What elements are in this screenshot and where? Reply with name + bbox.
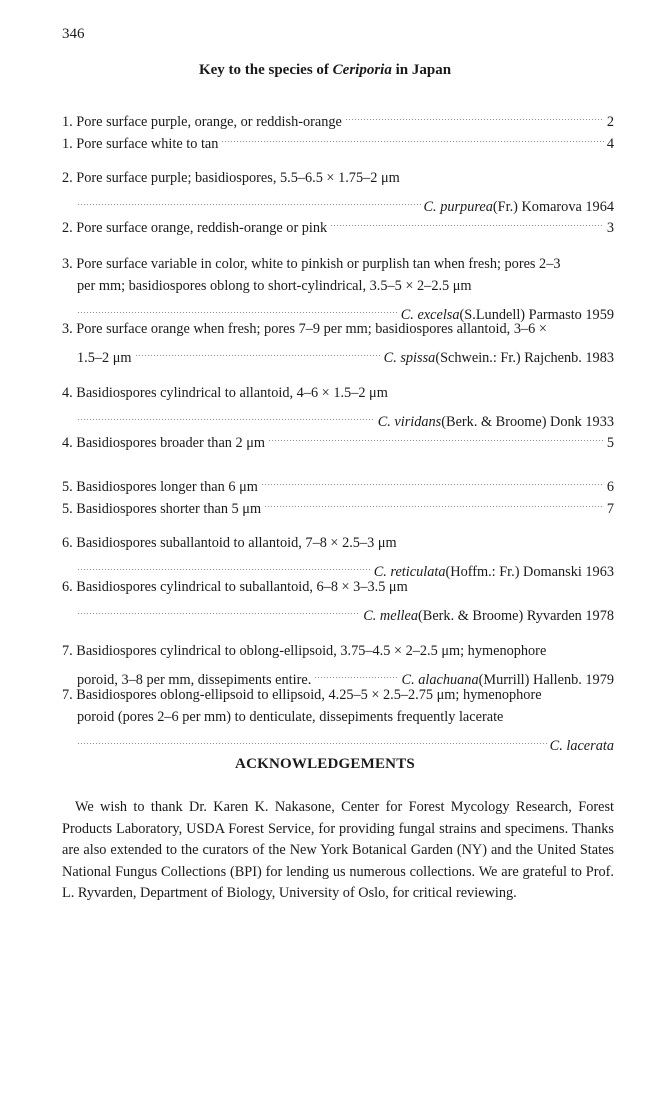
species-authority: (Hoffm.: Fr.) Domanski 1963	[445, 564, 614, 580]
key-couplet	[62, 318, 614, 366]
key-line	[62, 640, 614, 662]
key-line	[62, 253, 614, 275]
acknowledgements-heading: ACKNOWLEDGEMENTS	[235, 756, 415, 772]
key-couplet	[62, 532, 614, 580]
dot-leader	[221, 126, 603, 148]
species-authority: (Berk. & Broome) Donk 1933	[441, 414, 614, 430]
key-target-number: 3	[606, 220, 614, 236]
key-text: poroid (pores 2–6 per mm) to denticulate, dissepiments frequently lacerate	[77, 709, 504, 725]
key-line	[62, 167, 614, 189]
key-text: 5. Basidiospores shorter than 5 μm	[62, 501, 262, 517]
key-line	[62, 425, 614, 451]
species-name: C. purpurea	[423, 199, 493, 215]
key-couplet	[62, 491, 614, 517]
key-couplet	[62, 167, 614, 215]
dot-leader	[268, 425, 604, 447]
key-line	[62, 340, 614, 366]
key-couplet	[62, 469, 614, 495]
acknowledgements-body: We wish to thank Dr. Karen K. Nakasone, Center for Forest Mycology Research, Forest Products Laboratory, USDA Forest Service, for providing fungal strains and specimens. Thanks are also extended to the curators of the New York Botanical Garden (NY) and the United States National Fungus Collections (BPI) for lending us numerous collections. We are grateful to Prof. L. Ryvarden, Department of Biology, University of Oslo, for critical reviewing.	[62, 799, 614, 902]
key-text: 2. Pore surface purple; basidiospores, 5.5–6.5 × 1.75–2 μm	[62, 170, 400, 186]
key-title-prefix: Key to the species of	[198, 62, 333, 78]
key-couplet	[62, 253, 614, 323]
key-line	[62, 382, 614, 404]
key-couplet	[62, 126, 614, 152]
key-text: 3. Pore surface orange when fresh; pores 7–9 per mm; basidiospores allantoid, 3–6 ×	[62, 321, 547, 337]
key-line	[62, 318, 614, 340]
key-title-genus: Ceriporia	[332, 62, 392, 78]
key-line	[62, 684, 614, 706]
key-target-number: 6	[606, 479, 614, 495]
dot-leader	[314, 662, 398, 684]
key-line	[62, 104, 614, 130]
key-couplet	[62, 684, 614, 754]
key-line	[62, 532, 614, 554]
key-line	[62, 576, 614, 598]
key-line	[62, 275, 614, 297]
key-text: 1. Pore surface purple, orange, or reddish-orange	[62, 114, 342, 130]
key-line	[62, 598, 614, 624]
key-line	[62, 126, 614, 152]
species-name: C. reticulata	[373, 564, 446, 580]
key-text: 4. Basidiospores cylindrical to allantoid, 4–6 × 1.5–2 μm	[62, 385, 388, 401]
species-name: C. mellea	[363, 608, 419, 624]
species-authority: (S.Lundell) Parmasto 1959	[459, 307, 614, 323]
key-target-number: 7	[606, 501, 614, 517]
key-text: 7. Basidiospores oblong-ellipsoid to ellipsoid, 4.25–5 × 2.5–2.75 μm; hymenophore	[62, 687, 542, 703]
species-name: C. alachuana	[401, 672, 479, 688]
dot-leader	[77, 554, 371, 576]
species-name: C. spissa	[383, 350, 436, 366]
key-text: per mm; basidiospores oblong to short-cylindrical, 3.5–5 × 2–2.5 μm	[77, 278, 472, 294]
dot-leader	[135, 340, 381, 362]
dot-leader	[77, 404, 375, 426]
key-text: 3. Pore surface variable in color, white to pinkish or purplish tan when fresh; pores 2–3	[62, 256, 561, 272]
species-name: C. lacerata	[549, 738, 614, 754]
key-target-number: 5	[606, 435, 614, 451]
key-text: 6. Basidiospores cylindrical to suballantoid, 6–8 × 3–3.5 μm	[62, 579, 408, 595]
key-text: 4. Basidiospores broader than 2 μm	[62, 435, 266, 451]
key-line	[62, 469, 614, 495]
dot-leader	[264, 491, 604, 513]
key-line	[62, 210, 614, 236]
key-target-number: 2	[606, 114, 614, 130]
key-text: poroid, 3–8 per mm, dissepiments entire.	[77, 672, 312, 688]
key-text: 7. Basidiospores cylindrical to oblong-ellipsoid, 3.75–4.5 × 2–2.5 μm; hymenophore	[62, 643, 547, 659]
key-couplet	[62, 425, 614, 451]
key-text: 5. Basidiospores longer than 6 μm	[62, 479, 258, 495]
key-text: 2. Pore surface orange, reddish-orange or pink	[62, 220, 328, 236]
key-line	[62, 554, 614, 580]
key-line	[62, 662, 614, 688]
key-text: 6. Basidiospores suballantoid to allantoid, 7–8 × 2.5–3 μm	[62, 535, 397, 551]
species-authority: (Fr.) Komarova 1964	[492, 199, 614, 215]
species-authority: (Berk. & Broome) Ryvarden 1978	[418, 608, 614, 624]
species-authority: (Murrill) Hallenb. 1979	[478, 672, 614, 688]
species-name: C. excelsa	[400, 307, 460, 323]
key-couplet	[62, 576, 614, 624]
key-title	[0, 62, 650, 79]
key-line	[62, 404, 614, 430]
key-line	[62, 706, 614, 728]
key-couplet	[62, 104, 614, 130]
page-number: 346	[62, 26, 85, 42]
dot-leader	[345, 104, 604, 126]
dot-leader	[77, 728, 547, 750]
key-line	[62, 728, 614, 754]
key-line	[62, 297, 614, 323]
dot-leader	[330, 210, 604, 232]
dot-leader	[261, 469, 604, 491]
species-name: C. viridans	[377, 414, 442, 430]
key-couplet	[62, 640, 614, 688]
key-text: 1. Pore surface white to tan	[62, 136, 219, 152]
key-line	[62, 491, 614, 517]
key-couplet	[62, 210, 614, 236]
key-target-number: 4	[606, 136, 614, 152]
key-title-suffix: in Japan	[391, 62, 452, 78]
dot-leader	[77, 598, 360, 620]
dot-leader	[77, 297, 398, 319]
key-text: 1.5–2 μm	[77, 350, 132, 366]
key-line	[62, 189, 614, 215]
key-couplet	[62, 382, 614, 430]
dot-leader	[77, 189, 421, 211]
species-authority: (Schwein.: Fr.) Rajchenb. 1983	[435, 350, 614, 366]
